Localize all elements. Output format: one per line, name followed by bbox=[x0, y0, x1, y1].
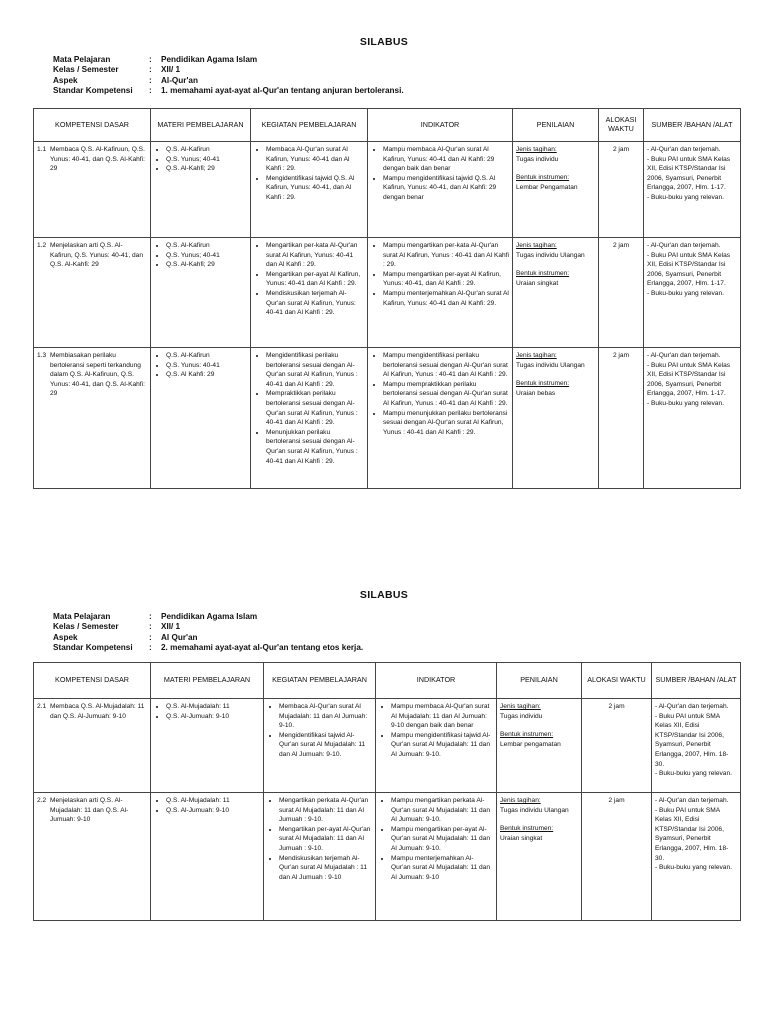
meta-value: 2. memahami ayat-ayat al-Qur'an tentang etos kerja. bbox=[161, 642, 364, 652]
header-penilaian: PENILAIAN bbox=[513, 109, 599, 142]
sumber-cell bbox=[644, 238, 741, 348]
kegiatan-item: • Membaca Al-Qur'an surat Al Kafirun, Yunus: 40-41 dan Al Kahfi : 29. bbox=[266, 145, 364, 174]
kegiatan-cell bbox=[264, 793, 376, 921]
kegiatan-item: • Membaca Al-Qur'an surat Al Mujadalah: 11 dan Al Jumuah: 9-10. bbox=[279, 702, 372, 731]
sumber-item: - Buku-buku yang relevan. bbox=[655, 770, 732, 778]
header-kompetensi-dasar: KOMPETENSI DASAR bbox=[34, 663, 151, 699]
kegiatan-cell bbox=[251, 348, 368, 489]
bentuk-instrumen-value: Lembar pengamatan bbox=[500, 740, 561, 748]
jenis-tagihan-value: Tugas individu bbox=[500, 712, 543, 720]
kd-text: Membaca Q.S. Al-Kafiruun, Q.S. Yunus: 40-41, dan Q.S. Al-Kahfi: 29 bbox=[50, 146, 145, 173]
kegiatan-item: • Menunjukkan perilaku bertoleransi sesuai dengan Al-Qur'an surat Al Kafirun, Yunus : 40-41 dan Al Kahfi : 29. bbox=[266, 428, 364, 466]
penilaian-cell bbox=[513, 238, 599, 348]
indikator-item: • Mampu mengartikan per-ayat Al Kafirun, Yunus: 40-41, dan Al Kahfi : 29. bbox=[383, 270, 509, 289]
kd-number: 1.3 bbox=[37, 352, 47, 359]
sumber-item: - Buku PAI untuk SMA Kelas XII, Edisi KTSP/Standar Isi 2006, Syamsuri, Penerbit Erlangga, 2007, Hlm. 1-17. bbox=[647, 361, 731, 398]
indikator-cell bbox=[376, 793, 497, 921]
sumber-item: - Buku PAI untuk SMA Kelas XII, Edisi KTSP/Standar Isi 2006, Syamsuri, Penerbit Erlangga, 2007, Hlm. 18-30. bbox=[655, 806, 729, 862]
indikator-item: • Mampu mengidentifikasi perilaku bertoleransi sesuai dengan Al-Qur'an surat Al Kafirun, Yunus : 40-41 dan Al Kahfi : 29. bbox=[383, 351, 509, 380]
meta-key: Aspek bbox=[53, 75, 78, 85]
kd-text: Menjelaskan arti Q.S. Al-Kafirun, Q.S. Yunus: 40-41, dan Q.S. Al-Kahfi: 29 bbox=[50, 242, 143, 269]
header-sumber: SUMBER /BAHAN /ALAT bbox=[652, 663, 741, 699]
meta-value: Al-Qur'an bbox=[161, 75, 198, 85]
section-1-meta bbox=[53, 55, 404, 96]
meta-value: Pendidikan Agama Islam bbox=[161, 55, 258, 64]
header-indikator: INDIKATOR bbox=[376, 663, 497, 699]
sumber-cell bbox=[644, 348, 741, 489]
jenis-tagihan-value: Tugas individu Ulangan bbox=[516, 251, 585, 259]
indikator-cell bbox=[368, 142, 513, 238]
jenis-tagihan-label: Jenis tagihan: bbox=[516, 352, 557, 359]
bentuk-instrumen-value: Uraian singkat bbox=[516, 279, 559, 287]
sumber-item: - Al-Qur'an dan terjemah. bbox=[647, 352, 721, 359]
bentuk-instrumen-label: Bentuk instrumen: bbox=[500, 825, 554, 833]
section-2-meta bbox=[53, 612, 363, 653]
kegiatan-item: • Mengidentifikasi perilaku bertoleransi sesuai dengan Al-Qur'an surat Al Kafirun, Yunus : 40-41 dan Al Kahfi : 29. bbox=[266, 351, 364, 389]
header-kompetensi-dasar: KOMPETENSI DASAR bbox=[34, 109, 151, 142]
meta-row: Mata Pelajaran : Pendidikan Agama Islam bbox=[53, 612, 258, 621]
sumber-item: - Al-Qur'an dan terjemah. bbox=[647, 242, 721, 249]
sumber-item: - Buku PAI untuk SMA Kelas XII, Edisi KTSP/Standar Isi 2006, Syamsuri, Penerbit Erlangga, 2007, Hlm. 18-30. bbox=[655, 712, 729, 768]
materi-cell bbox=[151, 142, 251, 238]
kd-number: 2.1 bbox=[37, 703, 47, 710]
indikator-item: • Mampu membaca Al-Qur'an surat Al Kafirun, Yunus: 40-41 dan Al Kahfi: 29 dengan baik dan benar bbox=[383, 145, 509, 174]
alokasi-waktu-cell: 2 jam bbox=[599, 238, 644, 348]
meta-row: Standar Kompetensi : 2. memahami ayat-ayat al-Qur'an tentang etos kerja. bbox=[53, 642, 364, 652]
kegiatan-item: • Mengartikan per-kata Al-Qur'an surat Al Kafirun, Yunus: 40-41 dan Al Kahfi : 29. bbox=[266, 241, 364, 270]
penilaian-cell bbox=[513, 142, 599, 238]
header-kegiatan: KEGIATAN PEMBELAJARAN bbox=[264, 663, 376, 699]
alokasi-waktu-cell: 2 jam bbox=[599, 348, 644, 489]
header-indikator: INDIKATOR bbox=[368, 109, 513, 142]
jenis-tagihan-value: Tugas individu Ulangan bbox=[516, 361, 585, 369]
meta-value: Al Qur'an bbox=[161, 632, 198, 642]
kd-text: Membaca Q.S. Al-Mujadalah: 11 dan Q.S. Al-Jumuah: 9-10 bbox=[50, 703, 145, 720]
kd-cell bbox=[34, 348, 151, 489]
materi-item: • Q.S. Yunus: 40-41 bbox=[166, 361, 247, 371]
bentuk-instrumen-value: Uraian singkat bbox=[500, 834, 543, 842]
materi-cell bbox=[151, 348, 251, 489]
materi-item: • Q.S. Al-Mujadalah: 11 bbox=[166, 702, 260, 712]
indikator-cell bbox=[376, 699, 497, 793]
indikator-item: • Mampu mempraktikkan perilaku bertoleransi sesuai dengan Al-Qur'an surat Al Kafirun, Yunus : 40-41 dan Al Kahfi : 29. bbox=[383, 380, 509, 409]
table-row bbox=[34, 699, 741, 793]
table-row bbox=[34, 142, 741, 238]
header-sumber: SUMBER /BAHAN /ALAT bbox=[644, 109, 741, 142]
indikator-item: • Mampu mengidentifikasi tajwid Q.S. Al Kafirun, Yunus: 40-41, dan Al Kahfi: 29 dengan benar bbox=[383, 174, 509, 203]
indikator-item: • Mampu menunjukkan perilaku bertoleransi sesuai dengan Al-Qur'an surat Al Kafirun, Yunus : 40-41 dan Al Kahfi : 29. bbox=[383, 409, 509, 438]
kd-number: 1.2 bbox=[37, 242, 47, 249]
meta-value: XII/ 1 bbox=[161, 622, 181, 632]
sumber-item: - Al-Qur'an dan terjemah. bbox=[655, 703, 729, 710]
meta-row: Kelas / Semester : XII/ 1 bbox=[53, 65, 181, 75]
sumber-item: - Buku-buku yang relevan. bbox=[647, 193, 724, 201]
kegiatan-item: • Mengartikan per-ayat Al-Qur'an surat Al Mujadalah: 11 dan Al Jumuah : 9-10. bbox=[279, 825, 372, 854]
header-materi: MATERI PEMBELAJARAN bbox=[151, 109, 251, 142]
meta-row: Aspek : Al-Qur'an bbox=[53, 75, 198, 85]
indikator-item: • Mampu mengartikan per-ayat Al-Qur'an surat Al Mujadalah: 11 dan Al Jumuah: 9-10. bbox=[391, 825, 493, 854]
materi-item: • Q.S. Yunus; 40-41 bbox=[166, 155, 247, 165]
bentuk-instrumen-label: Bentuk instrumen: bbox=[516, 270, 570, 278]
meta-row: Kelas / Semester : XII/ 1 bbox=[53, 622, 181, 632]
materi-item: • Q.S. Al-Kafirun bbox=[166, 241, 247, 251]
sumber-item: - Buku PAI untuk SMA Kelas XII, Edisi KTSP/Standar Isi 2006, Syamsuri, Penerbit Erlangga, 2007, Hlm. 1-17. bbox=[647, 155, 731, 192]
kd-cell bbox=[34, 793, 151, 921]
kegiatan-item: • Mendiskusikan terjemah Al-Qur'an surat Al Kafirun, Yunus: 40-41 dan Al Kahfi : 29. bbox=[266, 289, 364, 318]
kegiatan-item: • Mengidentifikasi tajwid Q.S. Al Kafirun, Yunus: 40-41, dan Al Kahfi : 29. bbox=[266, 174, 364, 203]
table-row bbox=[34, 238, 741, 348]
bentuk-instrumen-label: Bentuk instrumen: bbox=[516, 380, 570, 388]
kegiatan-item: • Mendiskusikan terjemah Al-Qur'an surat Al Mujadalah : 11 dan Al Jumuah : 9-10 bbox=[279, 854, 372, 883]
penilaian-cell bbox=[513, 348, 599, 489]
kd-text: Membiasakan perilaku bertoleransi seperti terkandung dalam Q.S. Al-Kafiruun, Q.S. Yunus: 40-41, dan Q.S. Al-Kahfi: 29 bbox=[50, 352, 145, 398]
indikator-item: • Mampu menterjemahkan Al-Qur'an surat Al Kafirun, Yunus: 40-41 dan Al Kahfi: 29. bbox=[383, 289, 509, 308]
materi-item: • Q.S. Al-Kahfi; 29 bbox=[166, 260, 247, 270]
table-row bbox=[34, 348, 741, 489]
table-header-row bbox=[34, 663, 741, 699]
sumber-item: - Buku-buku yang relevan. bbox=[655, 864, 732, 872]
meta-value: Pendidikan Agama Islam bbox=[161, 612, 258, 621]
materi-item: • Q.S. Al-Kafirun bbox=[166, 145, 247, 155]
header-alokasi-waktu: ALOKASI WAKTU bbox=[582, 663, 652, 699]
bentuk-instrumen-value: Uraian bebas bbox=[516, 389, 556, 397]
materi-item: • Q.S. Al-Kafirun bbox=[166, 351, 247, 361]
materi-item: • Q.S. Al Kahfi: 29 bbox=[166, 370, 247, 380]
kd-number: 1.1 bbox=[37, 146, 47, 153]
penilaian-cell bbox=[497, 699, 582, 793]
header-penilaian: PENILAIAN bbox=[497, 663, 582, 699]
header-kegiatan: KEGIATAN PEMBELAJARAN bbox=[251, 109, 368, 142]
jenis-tagihan-label: Jenis tagihan: bbox=[500, 797, 541, 804]
bentuk-instrumen-label: Bentuk instrumen: bbox=[500, 731, 554, 739]
header-materi: MATERI PEMBELAJARAN bbox=[151, 663, 264, 699]
materi-item: • Q.S. Al-Mujadalah: 11 bbox=[166, 796, 260, 806]
meta-key: Standar Kompetensi bbox=[53, 85, 133, 95]
meta-key: Aspek bbox=[53, 632, 78, 642]
kd-cell bbox=[34, 238, 151, 348]
section-1-title: SILABUS bbox=[359, 36, 409, 48]
meta-key: Mata Pelajaran bbox=[53, 612, 111, 621]
indikator-cell bbox=[368, 238, 513, 348]
jenis-tagihan-value: Tugas individu Ulangan bbox=[500, 806, 569, 814]
indikator-item: • Mampu menterjemahkan Al-Qur'an surat Al Mujadalah: 11 dan Al Jumuah: 9-10 bbox=[391, 854, 493, 883]
section-2-title: SILABUS bbox=[359, 589, 409, 601]
table-row bbox=[34, 793, 741, 921]
materi-cell bbox=[151, 699, 264, 793]
meta-row: Aspek : Al Qur'an bbox=[53, 632, 198, 642]
materi-item: • Q.S. Al-Jumuah: 9-10 bbox=[166, 712, 260, 722]
indikator-item: • Mampu membaca Al-Qur'an surat Al Mujadalah: 11 dan Al Jumuah: 9-10 dengan baik dan benar bbox=[391, 702, 493, 731]
jenis-tagihan-label: Jenis tagihan: bbox=[500, 703, 541, 710]
jenis-tagihan-label: Jenis tagihan: bbox=[516, 146, 557, 153]
materi-item: • Q.S. Al-Jumuah: 9-10 bbox=[166, 806, 260, 816]
kegiatan-item: • Mengartikan perkata Al-Qur'an surat Al Mujadalah: 11 dan Al Jumuah : 9-10. bbox=[279, 796, 372, 825]
kd-cell bbox=[34, 699, 151, 793]
kd-text: Menjelaskan arti Q.S. Al-Mujadalah: 11 dan Q.S. Al-Jumuah: 9-10 bbox=[50, 797, 129, 824]
materi-cell bbox=[151, 238, 251, 348]
bentuk-instrumen-label: Bentuk instrumen: bbox=[516, 174, 570, 182]
kd-cell bbox=[34, 142, 151, 238]
materi-item: • Q.S. Al-Kahfi; 29 bbox=[166, 164, 247, 174]
sumber-cell bbox=[644, 142, 741, 238]
kegiatan-cell bbox=[251, 142, 368, 238]
sumber-item: - Buku-buku yang relevan. bbox=[647, 399, 724, 407]
sumber-item: - Al-Qur'an dan terjemah. bbox=[647, 146, 721, 153]
jenis-tagihan-value: Tugas individu bbox=[516, 155, 559, 163]
meta-value: XII/ 1 bbox=[161, 65, 181, 75]
meta-value: 1. memahami ayat-ayat al-Qur'an tentang anjuran bertoleransi. bbox=[161, 85, 404, 95]
kegiatan-item: • Mengidentifikasi tajwid Al-Qur'an surat Al Mujadalah: 11 dan Al Jumuah: 9-10. bbox=[279, 731, 372, 760]
jenis-tagihan-label: Jenis tagihan: bbox=[516, 242, 557, 249]
materi-cell bbox=[151, 793, 264, 921]
meta-row: Mata Pelajaran : Pendidikan Agama Islam bbox=[53, 55, 258, 64]
sumber-item: - Al-Qur'an dan terjemah. bbox=[655, 797, 729, 804]
sumber-cell bbox=[652, 699, 741, 793]
section-1-syllabus-table bbox=[33, 108, 741, 489]
meta-row: Standar Kompetensi : 1. memahami ayat-ayat al-Qur'an tentang anjuran bertoleransi. bbox=[53, 85, 404, 95]
kegiatan-cell bbox=[264, 699, 376, 793]
meta-key: Mata Pelajaran bbox=[53, 55, 111, 64]
kegiatan-item: • Mempraktikkan perilaku bertoleransi sesuai dengan Al-Qur'an surat Al Kafirun, Yunus : 40-41 dan Al Kahfi : 29. bbox=[266, 389, 364, 427]
indikator-item: • Mampu mengartikan perkata Al-Qur'an surat Al Mujadalah: 11 dan Al Jumuah: 9-10. bbox=[391, 796, 493, 825]
kegiatan-cell bbox=[251, 238, 368, 348]
meta-key: Standar Kompetensi bbox=[53, 642, 133, 652]
header-alokasi-waktu: ALOKASI WAKTU bbox=[599, 109, 644, 142]
section-2-syllabus-table bbox=[33, 662, 741, 921]
sumber-item: - Buku-buku yang relevan. bbox=[647, 289, 724, 297]
bentuk-instrumen-value: Lembar Pengamatan bbox=[516, 183, 578, 191]
alokasi-waktu-cell: 2 jam bbox=[599, 142, 644, 238]
penilaian-cell bbox=[497, 793, 582, 921]
sumber-item: - Buku PAI untuk SMA Kelas XII, Edisi KTSP/Standar Isi 2006, Syamsuri, Penerbit Erlangga, 2007, Hlm. 1-17. bbox=[647, 251, 731, 288]
meta-key: Kelas / Semester bbox=[53, 622, 119, 632]
meta-key: Kelas / Semester bbox=[53, 65, 119, 75]
kd-number: 2.2 bbox=[37, 797, 47, 804]
indikator-item: • Mampu mengidentifikasi tajwid Al-Qur'an surat Al Mujadalah: 11 dan Al Jumuah: 9-10. bbox=[391, 731, 493, 760]
materi-item: • Q.S. Yunus; 40-41 bbox=[166, 251, 247, 261]
indikator-cell bbox=[368, 348, 513, 489]
sumber-cell bbox=[652, 793, 741, 921]
kegiatan-item: • Mengartikan per-ayat Al Kafirun, Yunus: 40-41 dan Al Kahfi : 29. bbox=[266, 270, 364, 289]
alokasi-waktu-cell: 2 jam bbox=[582, 793, 652, 921]
table-header-row bbox=[34, 109, 741, 142]
indikator-item: • Mampu mengartikan per-kata Al-Qur'an surat Al Kafirun, Yunus : 40-41 dan Al Kahfi : 29. bbox=[383, 241, 509, 270]
alokasi-waktu-cell: 2 jam bbox=[582, 699, 652, 793]
